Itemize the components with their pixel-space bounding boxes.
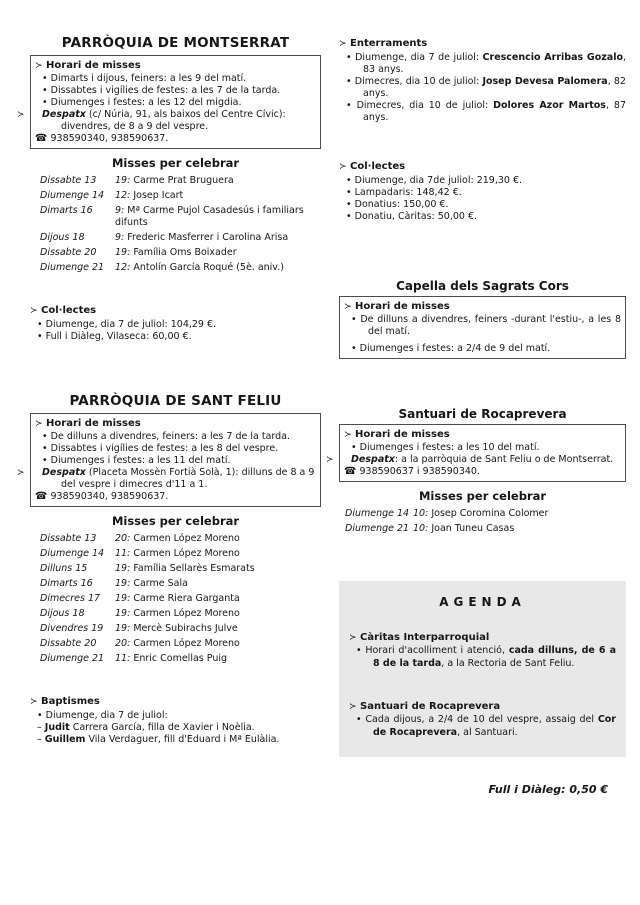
baptism-item <box>30 734 321 746</box>
misses-table-santfeliu <box>40 533 321 665</box>
horari-item-text: Dissabtes i vigílies de festes: a les 7 de la tarda. <box>50 85 281 96</box>
mass-day: Diumenge 14 <box>40 548 105 559</box>
mass-time: 12: <box>115 190 131 201</box>
phone-icon: ☎ <box>35 133 48 144</box>
baptism-detail: Carrera García, filla de Xavier i Noèlia. <box>69 722 255 733</box>
mass-day: Diumenge 21 <box>40 653 105 664</box>
mass-day: Dilluns 15 <box>40 563 88 574</box>
mass-row <box>40 533 321 545</box>
baptismes-heading-label: Baptismes <box>41 696 100 707</box>
misses-table-montserrat <box>40 175 321 274</box>
mass-name: Mª Carme Pujol Casadesús i familiars difunts <box>115 205 304 228</box>
agenda-item-post: , al Santuari. <box>457 726 518 738</box>
agenda-item-post: , a la Rectoria de Sant Feliu. <box>441 657 575 669</box>
mass-name: Josep Icart <box>133 190 184 201</box>
bullet-icon: • <box>351 314 357 325</box>
agenda-item-bold: Cor de Rocaprevera <box>373 714 616 738</box>
horari-item <box>344 343 621 355</box>
mass-entry <box>115 533 321 545</box>
baptismes-heading <box>30 695 321 709</box>
mass-row <box>40 638 321 650</box>
horari-heading <box>344 428 621 442</box>
bullet-icon: • <box>37 331 43 342</box>
collectes-heading-label: Col·lectes <box>350 161 406 172</box>
mass-day: Dissabte 20 <box>40 638 97 649</box>
arrow-icon: ≻ <box>349 702 357 712</box>
baptismes-intro-text: Diumenge, dia 7 de juliol: <box>45 710 168 721</box>
agenda-item-pre: Cada dijous, a 2/4 de 10 del vespre, assaig del <box>365 714 598 725</box>
horari-item <box>35 455 316 467</box>
mass-name: Carmen López Moreno <box>133 533 240 544</box>
horari-item <box>35 431 316 443</box>
mass-entry <box>115 262 321 274</box>
horari-heading <box>344 300 621 314</box>
arrow-icon: ≻ <box>35 61 43 71</box>
horari-item <box>344 442 621 454</box>
collectes-item-text: Donatius: 150,00 €. <box>354 199 449 210</box>
arrow-icon: ≻ <box>30 697 38 707</box>
capella-horari-box <box>339 296 626 359</box>
mass-name: Carmen López Moreno <box>133 548 240 559</box>
mass-row <box>40 175 321 187</box>
enterrament-pre: Dimecres, dia 10 de juliol: <box>354 76 483 87</box>
enterraments-section <box>339 37 626 124</box>
horari-heading-label: Horari de misses <box>46 418 141 429</box>
mass-row <box>40 608 321 620</box>
mass-time: 19: <box>115 578 131 589</box>
mass-name: Família Oms Boixader <box>133 247 237 258</box>
mass-entry <box>413 508 626 520</box>
mass-name: Enric Comellas Puig <box>133 653 228 664</box>
mass-time: 19: <box>115 563 131 574</box>
mass-name: Carmen López Moreno <box>133 638 240 649</box>
mass-time: 10: <box>413 523 429 534</box>
bullet-icon: • <box>42 97 48 108</box>
agenda-item-pre: Horari d'acolliment i atenció, <box>365 645 509 656</box>
despatx-line: ≻ Despatx: a la parròquia de Sant Feliu o de Montserrat. <box>326 454 614 465</box>
baptism-name: Judit <box>44 722 70 733</box>
parish-title-santfeliu: PARRÒQUIA DE SANT FELIU <box>69 393 282 409</box>
despatx-label: Despatx <box>42 109 86 120</box>
collectes-item <box>30 319 321 331</box>
horari-heading <box>35 59 316 73</box>
enterraments-heading-label: Enterraments <box>350 38 428 49</box>
bullet-icon: • <box>346 52 352 63</box>
horari-item <box>35 73 316 85</box>
mass-entry <box>115 232 321 244</box>
mass-day: Dimarts 16 <box>40 578 93 589</box>
horari-item-text: Dissabtes i vigílies de festes: a les 8 del vespre. <box>50 443 279 454</box>
capella-title: Capella dels Sagrats Cors <box>396 279 569 293</box>
phone-line <box>35 491 316 503</box>
mass-row <box>345 508 626 520</box>
footer-price: Full i Diàleg: 0,50 € <box>488 783 608 796</box>
horari-item-text: De dilluns a divendres, feiners -durant l'estiu-, a les 8 del matí. <box>360 314 621 337</box>
mass-row <box>40 578 321 590</box>
mass-entry <box>115 205 321 229</box>
collectes-item-text: Donatiu, Càritas: 50,00 €. <box>354 211 478 222</box>
horari-item-text: Diumenges i festes: a les 12 del migdia. <box>50 97 242 108</box>
mass-row <box>40 262 321 274</box>
mass-entry <box>115 638 321 650</box>
horari-heading-label: Horari de misses <box>355 301 450 312</box>
phone-numbers: 938590637 i 938590340. <box>359 466 480 477</box>
bullet-icon: • <box>42 431 48 442</box>
despatx-text: (Placeta Mossèn Fortià Solà, 1): dilluns de 8 a 9 del vespre i dimecres d'11 a 1. <box>61 467 315 490</box>
mass-name: Antolín García Roqué (5è. aniv.) <box>133 262 284 273</box>
mass-day: Dimecres 17 <box>40 593 101 604</box>
phone-numbers: 938590340, 938590637. <box>50 133 169 144</box>
mass-row <box>40 563 321 575</box>
agenda-title: AGENDA <box>439 595 526 609</box>
horari-item-text: Diumenges i festes: a les 10 del matí. <box>359 442 540 453</box>
collectes-item-text: Full i Diàleg, Vilaseca: 60,00 €. <box>45 331 192 342</box>
mass-row <box>40 190 321 202</box>
bullet-icon: • <box>42 85 48 96</box>
right-column <box>326 35 627 757</box>
misses-heading-rocaprevera: Misses per celebrar <box>418 489 547 503</box>
rocaprevera-horari-box <box>326 424 626 482</box>
collectes-section-montserrat <box>30 304 321 343</box>
mass-day: Dissabte 20 <box>40 247 97 258</box>
mass-time: 11: <box>115 653 131 664</box>
mass-time: 19: <box>115 623 131 634</box>
arrow-icon: ≻ <box>349 633 357 643</box>
enterrament-name: Dolores Azor Martos <box>493 100 606 111</box>
baptism-item <box>30 722 321 734</box>
arrow-icon: ≻ <box>35 419 43 429</box>
bullet-icon: • <box>346 211 352 222</box>
mass-time: 10: <box>413 508 429 519</box>
bullet-icon: • <box>37 319 43 330</box>
agenda-section-rocaprevera <box>349 700 616 739</box>
horari-heading <box>35 417 316 431</box>
collectes-item-text: Lampadaris: 148,42 €. <box>354 187 462 198</box>
despatx-text: : a la parròquia de Sant Feliu o de Montserrat. <box>394 454 614 465</box>
mass-day: Diumenge 21 <box>40 262 105 273</box>
mass-entry <box>115 653 321 665</box>
bullet-icon: • <box>351 343 357 354</box>
mass-name: Carme Prat Bruguera <box>133 175 234 186</box>
mass-name: Joan Tuneu Casas <box>431 523 515 534</box>
baptism-name: Guillem <box>44 734 86 745</box>
mass-day: Dijous 18 <box>40 608 85 619</box>
misses-heading-montserrat: Misses per celebrar <box>111 156 240 170</box>
mass-name: Carme Riera Garganta <box>133 593 240 604</box>
bullet-icon: • <box>346 199 352 210</box>
bullet-icon: • <box>346 100 352 111</box>
santfeliu-horari-box <box>17 413 321 507</box>
despatx-line: ≻ Despatx (c/ Núria, 91, als baixos del Centre Cívic): divendres, de 8 a 9 del vespre. <box>17 109 286 132</box>
enterrament-name: Josep Devesa Palomera <box>482 76 608 87</box>
mass-row <box>345 523 626 535</box>
collectes-item <box>30 331 321 343</box>
mass-time: 9: <box>115 205 125 216</box>
baptismes-intro <box>30 710 321 722</box>
enterrament-name: Crescencio Arribas Gozalo <box>482 52 623 63</box>
mass-entry <box>115 563 321 575</box>
despatx-text: (c/ Núria, 91, als baixos del Centre Cívic): divendres, de 8 a 9 del vespre. <box>61 109 286 132</box>
mass-time: 11: <box>115 548 131 559</box>
mass-entry <box>115 608 321 620</box>
mass-entry <box>115 623 321 635</box>
parish-title-montserrat: PARRÒQUIA DE MONTSERRAT <box>61 35 290 51</box>
mass-entry <box>115 247 321 259</box>
mass-time: 19: <box>115 593 131 604</box>
collectes-item <box>339 211 626 223</box>
mass-day: Dimarts 16 <box>40 205 93 216</box>
mass-name: Josep Coromina Colomer <box>431 508 549 519</box>
horari-item <box>35 443 316 455</box>
arrow-icon: ≻ <box>344 430 352 440</box>
enterrament-item <box>339 76 626 100</box>
mass-day: Divendres 19 <box>40 623 104 634</box>
mass-day: Diumenge 21 <box>345 523 410 534</box>
baptism-detail: Vila Verdaguer, fill d'Eduard i Mª Eulàlia. <box>85 734 280 745</box>
horari-item-text: Diumenges i festes: a les 11 del matí. <box>50 455 231 466</box>
baptismes-section <box>30 695 321 746</box>
left-column <box>17 35 321 746</box>
mass-row <box>40 548 321 560</box>
agenda-item-bold: cada dilluns, de 6 a 8 de la tarda <box>373 645 616 669</box>
collectes-item <box>339 199 626 211</box>
mass-time: 20: <box>115 533 131 544</box>
collectes-item <box>339 175 626 187</box>
horari-item <box>35 97 316 109</box>
phone-line <box>344 466 621 478</box>
horari-item <box>35 85 316 97</box>
collectes-heading-label: Col·lectes <box>41 305 97 316</box>
arrow-icon: ≻ <box>339 39 347 49</box>
agenda-section-heading <box>349 631 616 645</box>
agenda-box <box>339 581 626 757</box>
mass-entry <box>413 523 626 535</box>
phone-icon: ☎ <box>35 491 48 502</box>
despatx-label: Despatx <box>351 454 395 465</box>
montserrat-horari-box <box>17 55 321 149</box>
agenda-section-heading-label: Càritas Interparroquial <box>360 632 490 643</box>
dash-icon: – <box>37 734 42 745</box>
enterrament-pre: Diumenge, dia 7 de juliol: <box>355 52 483 63</box>
arrow-icon: ≻ <box>344 302 352 312</box>
mass-row <box>40 593 321 605</box>
bullet-icon: • <box>42 73 48 84</box>
mass-name: Carme Sala <box>133 578 188 589</box>
collectes-item <box>339 187 626 199</box>
collectes-heading <box>30 304 321 318</box>
enterrament-item <box>339 100 626 124</box>
collectes-section-right <box>339 160 626 223</box>
mass-row <box>40 247 321 259</box>
agenda-section-heading <box>349 700 616 714</box>
despatx-line: ≻ Despatx (Placeta Mossèn Fortià Solà, 1): dilluns de 8 a 9 del vespre i dimecres d'11 a 1. <box>17 467 315 490</box>
phone-numbers: 938590340, 938590637. <box>50 491 169 502</box>
agenda-item <box>349 645 616 670</box>
horari-item-text: Diumenges i festes: a 2/4 de 9 del matí. <box>359 343 551 354</box>
agenda-section-caritas <box>349 631 616 670</box>
bullet-icon: • <box>346 187 352 198</box>
mass-row <box>40 205 321 229</box>
enterrament-post: , 87 anys. <box>363 100 626 123</box>
mass-day: Dissabte 13 <box>40 533 97 544</box>
mass-time: 19: <box>115 608 131 619</box>
mass-day: Diumenge 14 <box>345 508 410 519</box>
mass-entry <box>115 548 321 560</box>
mass-day: Dissabte 13 <box>40 175 97 186</box>
despatx-label: Despatx <box>42 467 86 478</box>
mass-time: 9: <box>115 232 125 243</box>
enterrament-post: , 83 anys. <box>363 52 627 75</box>
mass-row <box>40 653 321 665</box>
mass-entry <box>115 578 321 590</box>
mass-time: 20: <box>115 638 131 649</box>
mass-day: Diumenge 14 <box>40 190 105 201</box>
horari-item-text: De dilluns a divendres, feiners: a les 7 de la tarda. <box>50 431 291 442</box>
mass-row <box>40 232 321 244</box>
misses-heading-santfeliu: Misses per celebrar <box>111 514 240 528</box>
mass-name: Frederic Masferrer i Carolina Arisa <box>127 232 289 243</box>
horari-item <box>344 314 621 338</box>
bullet-icon: • <box>351 442 357 453</box>
bullet-icon: • <box>37 710 43 721</box>
enterraments-heading <box>339 37 626 51</box>
dash-icon: – <box>37 722 42 733</box>
collectes-heading <box>339 160 626 174</box>
mass-name: Carmen López Moreno <box>133 608 240 619</box>
misses-table-rocaprevera <box>345 508 626 535</box>
mass-row <box>40 623 321 635</box>
mass-day: Dijous 18 <box>40 232 85 243</box>
mass-entry <box>115 175 321 187</box>
mass-entry <box>115 593 321 605</box>
enterrament-post: , 82 anys. <box>363 76 626 99</box>
mass-entry <box>115 190 321 202</box>
collectes-item-text: Diumenge, dia 7 de juliol: 104,29 €. <box>45 319 217 330</box>
horari-heading-label: Horari de misses <box>355 429 450 440</box>
bullet-icon: • <box>42 443 48 454</box>
phone-line <box>35 133 316 145</box>
bullet-icon: • <box>42 455 48 466</box>
arrow-icon: ≻ <box>339 162 347 172</box>
collectes-item-text: Diumenge, dia 7de juliol: 219,30 €. <box>354 175 523 186</box>
horari-heading-label: Horari de misses <box>46 60 141 71</box>
enterrament-pre: Dimecres, dia 10 de juliol: <box>356 100 494 111</box>
horari-item-text: Dimarts i dijous, feiners: a les 9 del matí. <box>50 73 247 84</box>
phone-icon: ☎ <box>344 466 357 477</box>
mass-time: 19: <box>115 247 131 258</box>
mass-name: Mercè Subirachs Julve <box>133 623 238 634</box>
bullet-icon: • <box>346 175 352 186</box>
enterrament-item <box>339 52 626 76</box>
bullet-icon: • <box>356 714 362 725</box>
agenda-item <box>349 714 616 739</box>
bullet-icon: • <box>346 76 352 87</box>
arrow-icon: ≻ <box>30 306 38 316</box>
mass-time: 19: <box>115 175 131 186</box>
mass-name: Família Sellarès Esmarats <box>133 563 255 574</box>
rocaprevera-title: Santuari de Rocaprevera <box>398 407 567 421</box>
agenda-section-heading-label: Santuari de Rocaprevera <box>360 701 501 712</box>
bullet-icon: • <box>356 645 362 656</box>
mass-time: 12: <box>115 262 131 273</box>
